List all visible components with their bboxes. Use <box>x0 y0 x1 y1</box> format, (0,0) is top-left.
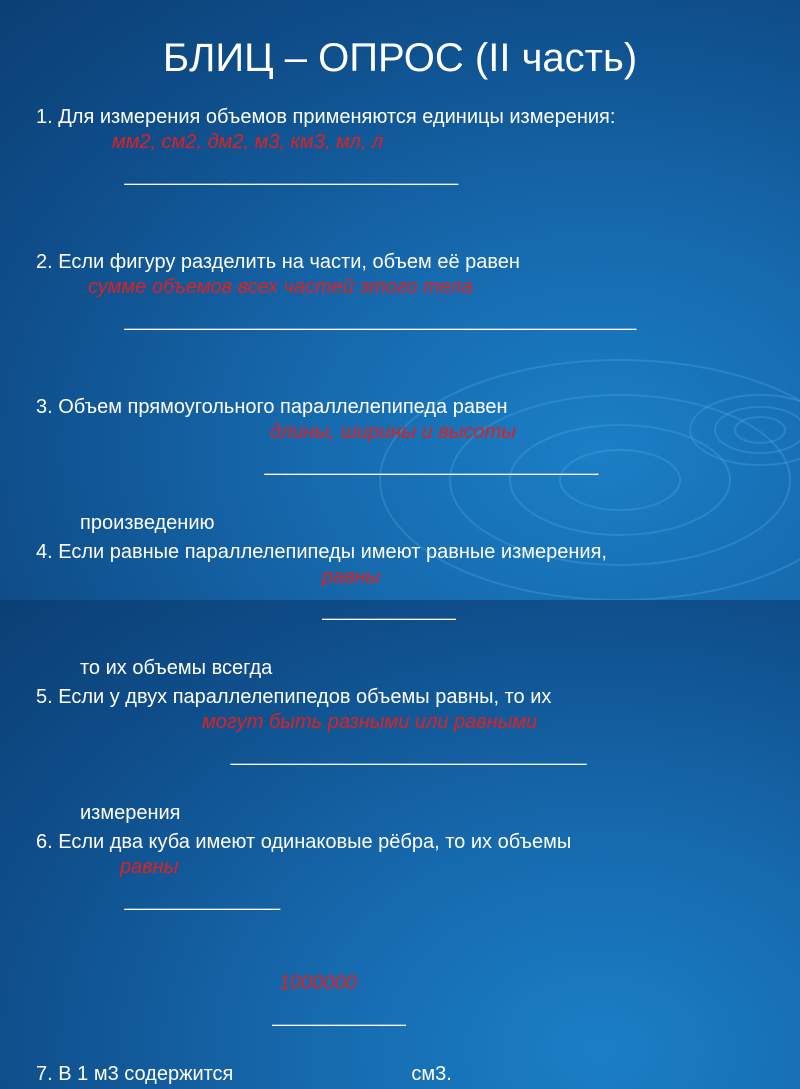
question-prefix: 7. В 1 м3 содержится <box>36 1063 239 1085</box>
question-text: 1. Для измерения объемов применяются единицы измерения: <box>36 106 616 128</box>
answer-blank: ________________________________ могут быть разными или равными <box>186 712 586 828</box>
answer-blank: ____________ 1000000 <box>239 973 406 1089</box>
page-title: БЛИЦ – ОПРОС (II часть) <box>162 36 638 80</box>
question-text: 5. Если у двух параллелепипедов объемы равны, то их <box>36 686 552 708</box>
question-prefix: то их объемы всегда <box>80 657 278 679</box>
answer-blank: ______________ равны <box>80 857 280 973</box>
question-text: 6. Если два куба имеют одинаковые рёбра, то их объемы <box>36 831 572 853</box>
question-prefix: измерения <box>80 802 187 824</box>
quiz-item-2 <box>36 248 776 393</box>
question-text: 3. Объем прямоугольного параллелепипеда равен <box>36 396 508 418</box>
answer-text: 1000000 <box>278 972 357 994</box>
quiz-item-6 <box>36 828 776 973</box>
answer-blank: ______________________________ мм2, см2, дм2, м3, км3, мл, л <box>80 132 458 248</box>
answer-blank: ______________________________________________ сумме объемов всех частей этого тела <box>80 277 636 393</box>
answer-blank: ______________________________ длины, ширины и высоты <box>220 422 598 538</box>
answer-text: сумме объемов всех частей этого тела <box>88 276 473 298</box>
question-prefix: произведению <box>80 512 221 534</box>
answer-text: могут быть разными или равными <box>202 711 538 733</box>
quiz-item-3 <box>36 393 776 538</box>
quiz-item-7 <box>36 973 776 1089</box>
answer-text: мм2, см2, дм2, м3, км3, мл, л <box>112 131 384 153</box>
question-suffix: см3. <box>405 1063 452 1085</box>
question-text: 4. Если равные параллелепипеды имеют равные измерения, <box>36 541 607 563</box>
answer-text: длины, ширины и высоты <box>270 421 516 443</box>
answer-text: равны <box>321 566 381 588</box>
question-text: 2. Если фигуру разделить на части, объем её равен <box>36 251 520 273</box>
quiz-list <box>36 103 776 1089</box>
quiz-item-4 <box>36 538 776 683</box>
quiz-item-5 <box>36 683 776 828</box>
answer-blank: ____________ равны <box>278 567 456 683</box>
answer-text: равны <box>120 856 179 878</box>
quiz-item-1 <box>36 103 776 248</box>
